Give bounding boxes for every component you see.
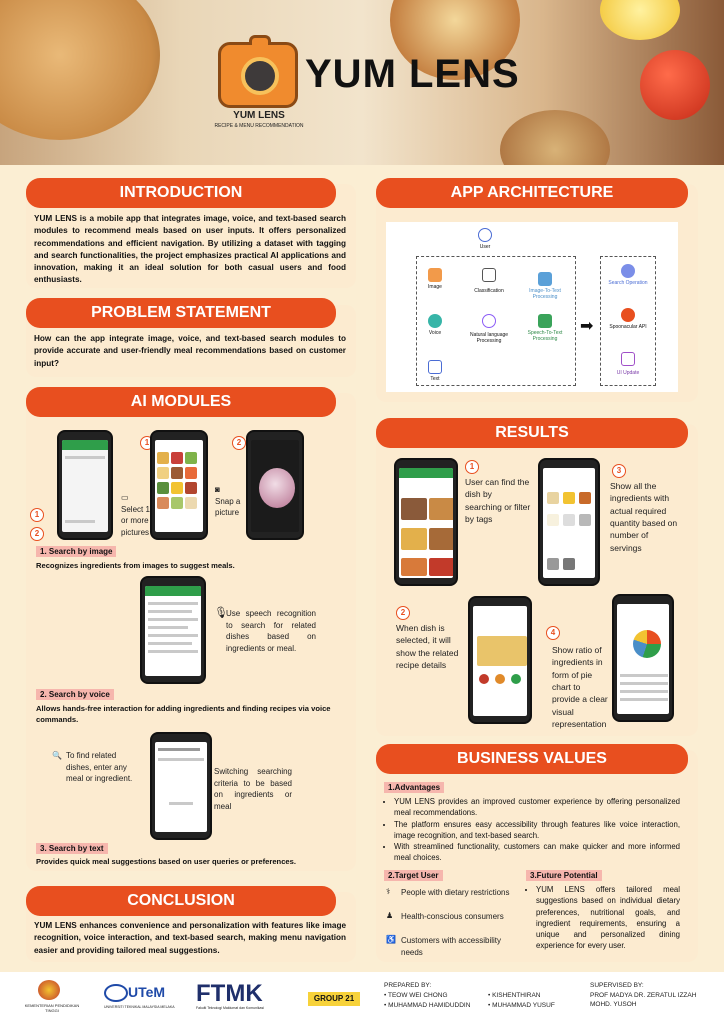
flatbread-image [0,0,160,140]
conclusion-heading: CONCLUSION [26,886,336,916]
target-dietary: People with dietary restrictions [401,888,510,897]
prepared-by-label: PREPARED BY: [384,982,432,989]
advantage-item: • The platform ensures easy accessibility through features like voice interaction, image recognition, and text-based search. [394,819,680,842]
phone-text-search [150,732,212,840]
results-step-2-text: When dish is selected, it will show the related recipe details [396,623,459,670]
classification-icon [482,268,496,282]
image-to-text-label: Image-To-Text Processing [529,288,561,300]
introduction-text: YUM LENS is a mobile app that integrates image, voice, and text-based search modules to recommend meals based on user inputs. It offers personalized recommendations and efficient navigation. By utilizing a dataset with tagging and search functionalities, the project emphasizes practical AI applications and innovation, making it an ideal solution for both casual users and food enthusiasts. [34,214,346,285]
logo-subtitle: RECIPE & MENU RECOMMENDATION [214,123,304,129]
dish-image [500,110,610,165]
logo-text: YUM LENS [233,110,285,121]
lemon-image [600,0,680,40]
results-step-4-marker: 4 [546,626,560,640]
future-potential-text [526,884,680,952]
business-heading: BUSINESS VALUES [376,744,688,774]
search-by-voice-tag: 2. Search by voice [36,689,114,700]
accessibility-icon: ♿ [386,935,396,944]
results-step-3-marker: 3 [612,464,626,478]
utem-subtitle: UNIVERSITI TEKNIKAL MALAYSIA MELAKA [104,1005,175,1009]
target-user-tag: 2.Target User [384,870,443,881]
search-by-image-desc: Recognizes ingredients from images to suggest meals. [36,561,235,570]
supervised-by-label: SUPERVISED BY: [590,982,644,989]
step-1-marker-gallery: 1 [140,436,154,450]
image-icon [428,268,442,282]
image-label: Image [428,284,442,290]
step-1-marker: 1 [30,508,44,522]
member-3: • KISHENTHIRAN [488,992,541,999]
arrow-icon: ➡ [580,316,594,335]
ministry-crest-icon [38,980,60,1000]
introduction-heading: INTRODUCTION [26,178,336,208]
page-title: YUM LENS [305,52,520,96]
results-step-1-marker: 1 [465,460,479,474]
nlp-icon [482,314,496,328]
search-operation-label: Search Operation [608,280,648,286]
phone-pie-chart [612,594,674,722]
phone-voice-search [140,576,206,684]
advantage-item: • With streamlined functionality, customers can make quicker and more informed meal choices. [394,841,680,864]
group-badge: GROUP 21 [308,992,360,1006]
phone-recipe-details [468,596,532,724]
voice-icon [428,314,442,328]
phone-ingredients [538,458,600,586]
speech-to-text-label: Speech-To-Text Processing [527,330,563,342]
conclusion-text: YUM LENS enhances convenience and personalization with features like image recognition, voice interaction, and text-based search, making menu navigation easier and providing tailored meal suggestions. [34,921,346,955]
text-search-caption: To find related dishes, enter any meal or ingredient. [66,751,133,784]
phone-image-search [57,430,113,540]
pie-chart-icon [633,630,661,658]
target-accessibility: Customers with accessibility needs [401,936,502,957]
classification-label: Classification [474,288,504,294]
switch-criteria-caption: Switching searching criteria to be based on ingredients or meal [214,767,292,811]
results-step-1-text: User can find the dish by searching or filter by tags [465,477,531,524]
ftmk-logo: FTMK [196,980,263,1007]
gallery-icon: ▭ [121,493,129,502]
snap-picture-caption: ◙ Snap a picture [215,485,241,518]
text-label: Text [430,376,440,382]
microphone-icon: 🎙 [214,607,228,619]
search-by-text-tag: 3. Search by text [36,843,108,854]
magnifier-icon: 🔍 [52,751,62,760]
health-icon: ♟ [386,911,394,920]
advantage-item: • YUM LENS provides an improved customer experience by offering personalized meal recommendations. [394,796,680,819]
member-1: • TEOW WEI CHONG [384,992,448,999]
image-to-text-icon [538,272,552,286]
ftmk-subtitle: Fakulti Teknologi Maklumat dan Komunikasi [196,1006,265,1010]
search-by-image-tag: 1. Search by image [36,546,116,557]
problem-text: How can the app integrate image, voice, and text-based search modules to provide accurate and user-friendly meal recommendations based on customer input? [34,334,346,368]
voice-label: Voice [428,330,442,336]
dietary-icon: ⚕ [386,887,391,896]
logo-camera-icon [218,42,298,108]
step-2-marker-camera: 2 [232,436,246,450]
phone-camera [246,430,304,540]
ministry-name: KEMENTERIAN PENDIDIKAN TINGGI [24,1003,80,1014]
user-icon [478,228,492,242]
ui-update-icon [621,352,635,366]
phone-results-home [394,458,458,586]
user-label: User [479,244,491,250]
voice-caption: Use speech recognition to search for related dishes based on ingredients or meal. [226,609,316,653]
future-item: • YUM LENS offers tailored meal suggestions based on individual dietary preferences, nutritional goals, and ingredient requirements, ensuring a unique and personalized dining experience for every user. [536,884,680,952]
advantages-list [384,796,680,864]
utem-name: UTeM [128,984,166,1000]
speech-to-text-icon [538,314,552,328]
future-potential-tag: 3.Future Potential [526,870,602,881]
nlp-label: Natural language Processing [469,332,509,344]
api-label: Spoonacular API [609,324,647,330]
search-by-voice-desc: Allows hands-free interaction for adding ingredients and finding recipes via voice commands. [36,704,331,724]
architecture-diagram [386,222,678,392]
supervisor-name: PROF MADYA DR. ZERATUL IZZAH MOHD. YUSOH [590,992,697,1008]
ai-modules-heading: AI MODULES [26,387,336,417]
search-by-text-desc: Provides quick meal suggestions based on user queries or preferences. [36,857,296,866]
ui-update-label: UI Update [616,370,640,376]
phone-gallery [150,430,208,540]
tomato-image [640,50,710,120]
advantages-tag: 1.Advantages [384,782,444,793]
select-pictures-caption: ▭ Select 1 or more pictures [121,493,150,537]
architecture-heading: APP ARCHITECTURE [376,178,688,208]
results-heading: RESULTS [376,418,688,448]
api-icon [621,308,635,322]
member-2: • MUHAMMAD HAMIDUDDIN [384,1002,471,1009]
member-4: • MUHAMMAD YUSUF [488,1002,555,1009]
camera-icon: ◙ [215,485,220,494]
problem-heading: PROBLEM STATEMENT [26,298,336,328]
results-step-4-text: Show ratio of ingredients in form of pie chart to provide a clear visual representation [552,645,608,729]
search-operation-icon [621,264,635,278]
step-2-marker: 2 [30,527,44,541]
results-step-3-text: Show all the ingredients with actual required quantity based on number of servings [610,481,678,553]
utem-logo-icon [104,984,128,1002]
target-health: Health-conscious consumers [401,912,504,921]
results-step-2-marker: 2 [396,606,410,620]
text-icon [428,360,442,374]
